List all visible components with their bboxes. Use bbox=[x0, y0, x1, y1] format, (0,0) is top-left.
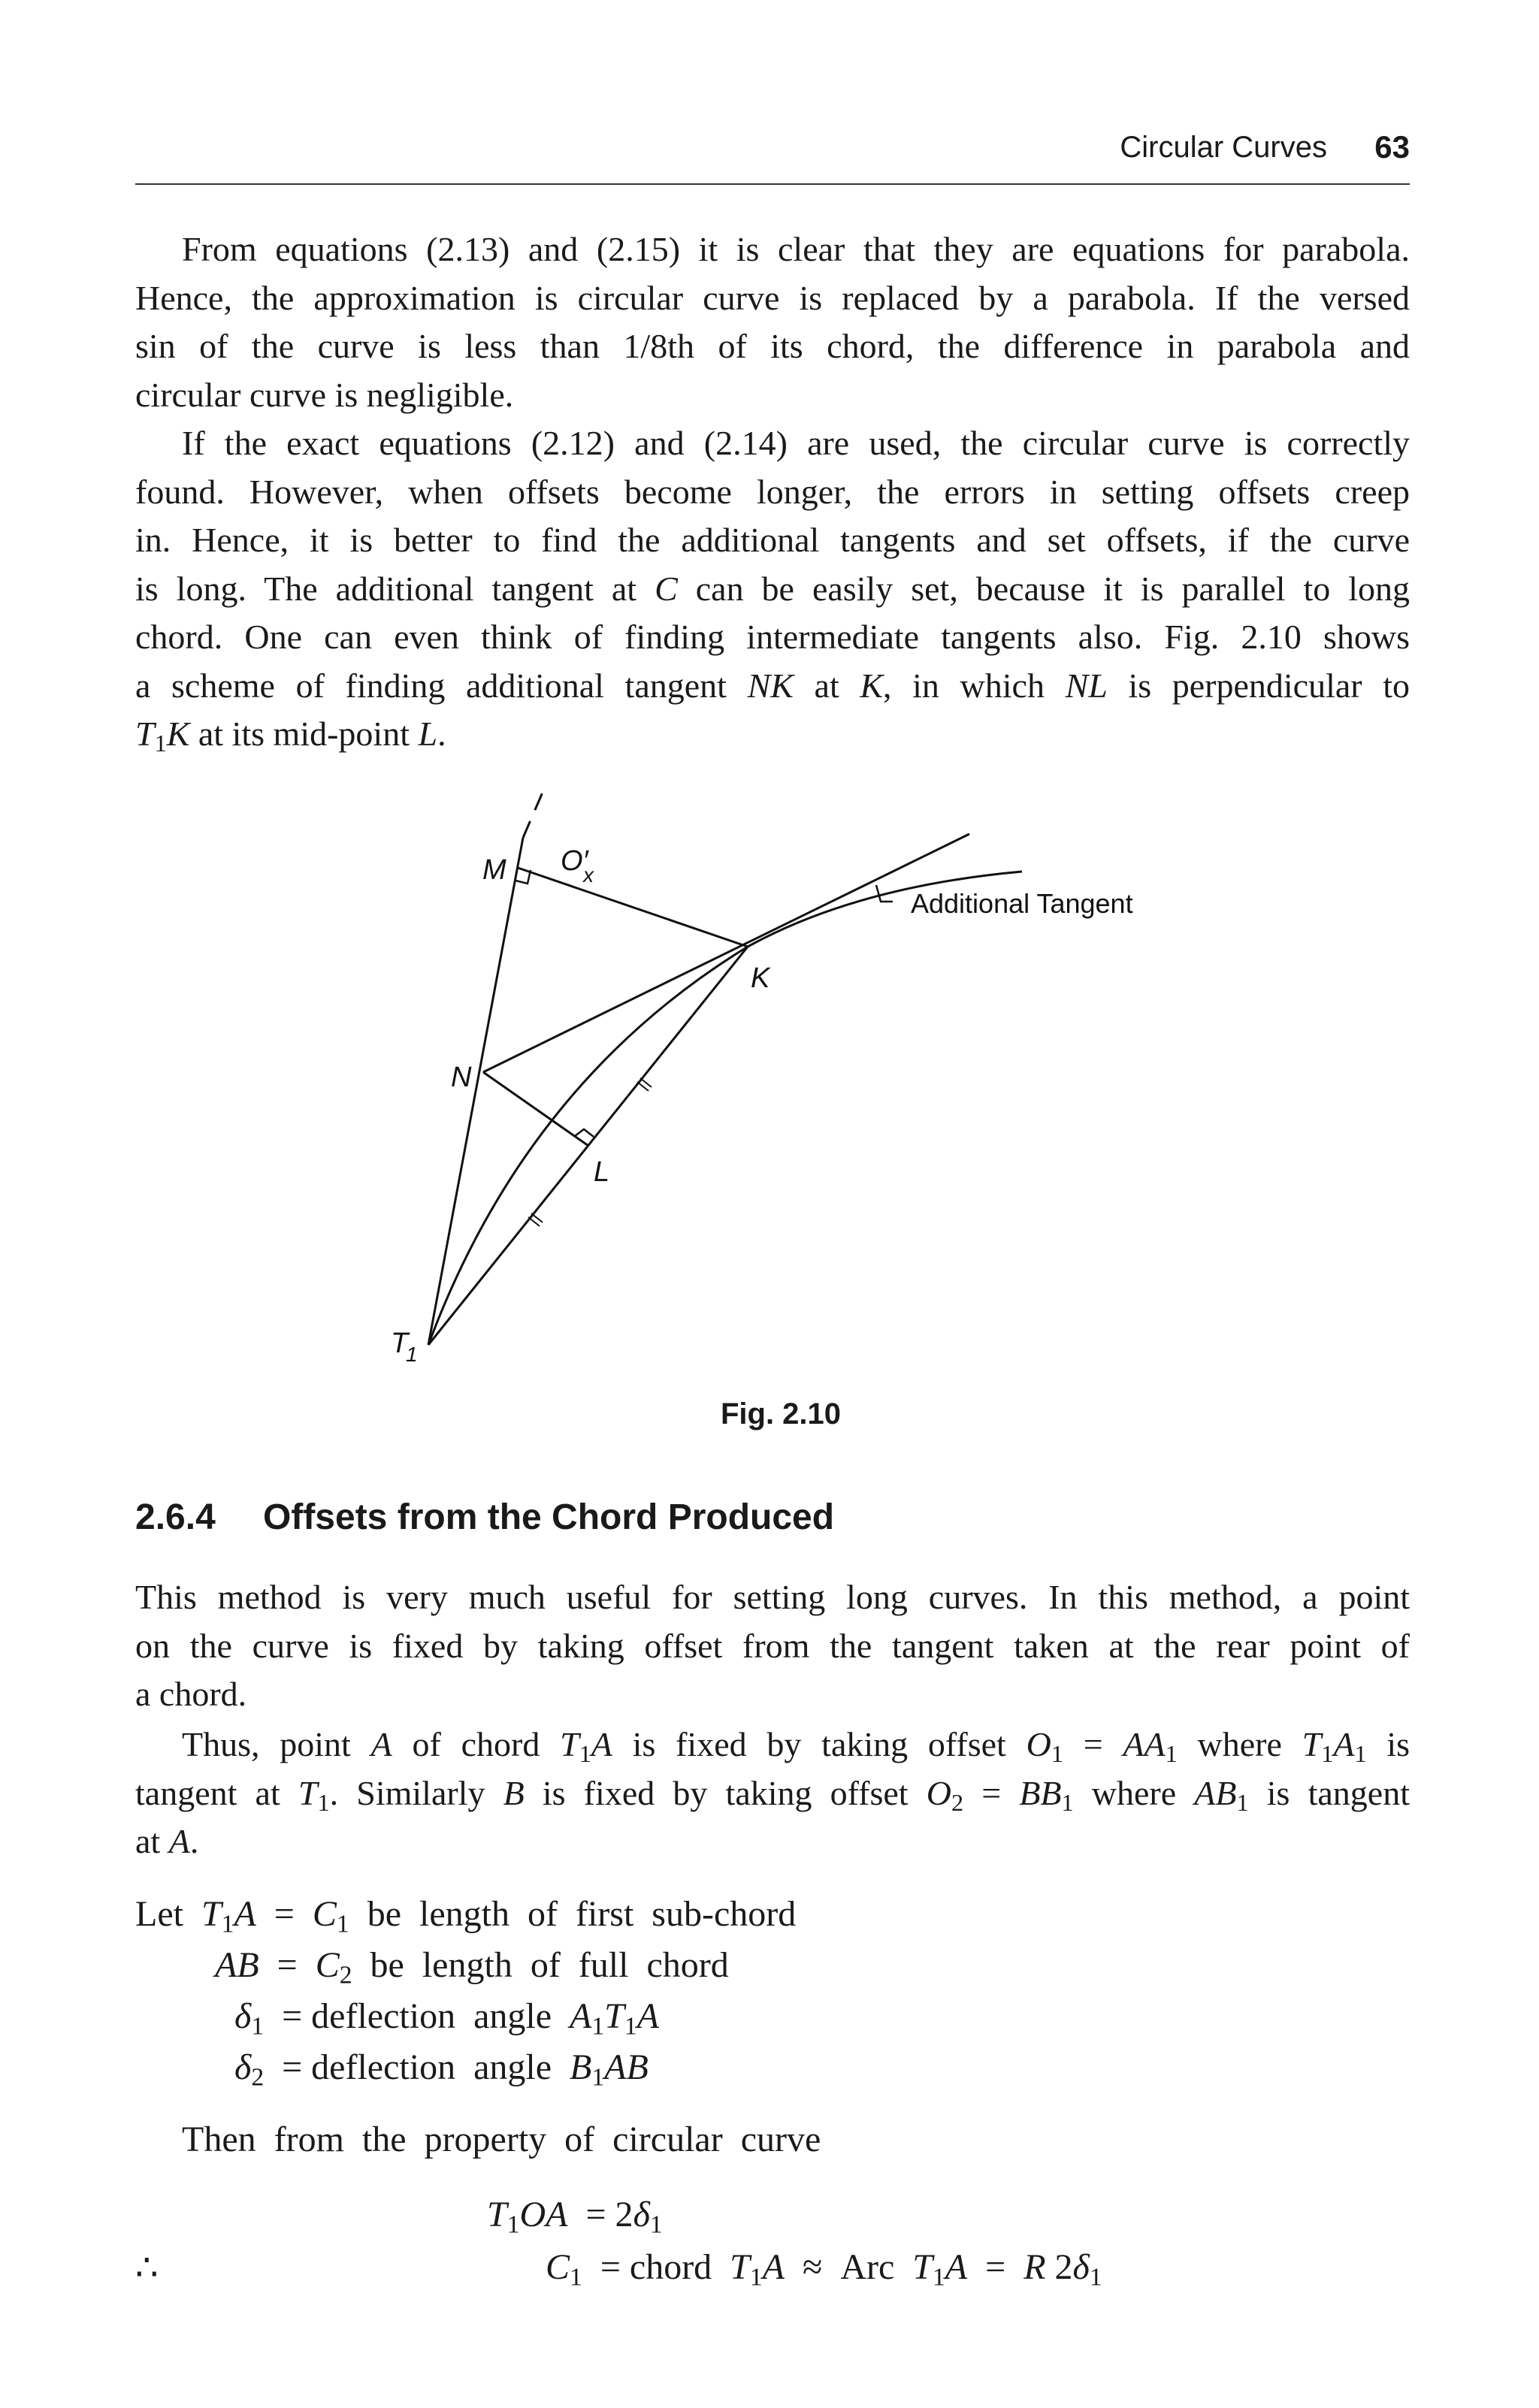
label-m: M bbox=[482, 854, 506, 886]
label-o-sub: x bbox=[583, 863, 594, 887]
page-number: 63 bbox=[1374, 129, 1410, 165]
paragraph-property: Then from the property of circular curve bbox=[182, 2119, 821, 2159]
paragraph-offsets: Thus, point A of chord $T_1A$ is fixed by taking offset $O_1 = AA_1$ where $T_1A_1$ is tangent at $T_1$. Similarly B is fixed by taking offset $O_2 = BB_1$ where $AB_1$ is tangent at A. bbox=[135, 1725, 1410, 1860]
perpendicular-nl bbox=[483, 1072, 588, 1146]
definition-c1: Let $T_1A = C_1$ be length of first sub-chord bbox=[135, 1894, 797, 1938]
running-title: Circular Curves bbox=[1120, 131, 1327, 164]
therefore-symbol: ∴ bbox=[135, 2248, 159, 2288]
label-t: T bbox=[391, 1328, 409, 1359]
label-o: O′ bbox=[561, 845, 588, 877]
additional-tangent-line bbox=[483, 834, 969, 1072]
tangent-extension-dashed bbox=[523, 789, 544, 838]
equation-c1: $C_1$ = chord $T_1A$ ≈ Arc $T_1A = R$ $2\delta_1$ bbox=[546, 2247, 1102, 2292]
running-header bbox=[135, 129, 1410, 185]
section-number: 2.6.4 bbox=[135, 1497, 216, 1537]
section-title: Offsets from the Chord Produced bbox=[263, 1497, 835, 1537]
label-additional-tangent: Additional Tangent bbox=[911, 888, 1133, 919]
circular-curve bbox=[428, 872, 1022, 1345]
label-t-sub: 1 bbox=[406, 1343, 418, 1366]
figure-additional-tangent bbox=[331, 796, 1133, 1382]
label-l: L bbox=[594, 1156, 610, 1188]
paragraph-exact-equations: If the exact equations (2.12) and (2.14) are used, the circular curve is correctly found. However, when offsets become longer, the errors in setting offsets creep in. Hence, it is better to find the additional tangents and set offsets, if the curve is long. The additional tangent at C can be easily set, because it is parallel to long chord. One can even think of finding intermediate tangents also. Fig. 2.10 shows a scheme of finding additional tangent NK at K, in which NL is perpendicular to $T_1K$ at its mid-point L. bbox=[135, 424, 1410, 757]
equation-t1oa: $T_1OA = 2\delta_1$ bbox=[487, 2195, 663, 2239]
definition-c2: AB = $C_2$ be length of full chord bbox=[215, 1945, 729, 1990]
figure-caption: Fig. 2.10 bbox=[720, 1397, 842, 1431]
label-n: N bbox=[451, 1062, 472, 1093]
definition-delta2: $\delta_2$ = deflection angle $B_1AB$ bbox=[234, 2047, 649, 2092]
offset-mk bbox=[518, 868, 748, 947]
section-heading bbox=[135, 1497, 834, 1538]
label-k: K bbox=[751, 962, 770, 994]
definition-delta1: $\delta_1$ = deflection angle $A_1T_1A$ bbox=[234, 1996, 659, 2041]
right-angle-l bbox=[575, 1129, 594, 1137]
paragraph-method-intro: This method is very much useful for setting long curves. In this method, a point on the curve is fixed by taking offset from the tangent taken at the rear point of a chord. bbox=[135, 1578, 1410, 1713]
paragraph-parabola: From equations (2.13) and (2.15) it is clear that they are equations for parabola. Hence, the approximation is circular curve is replaced by a parabola. If the versed sin of the curve is less than 1/8th of its chord, the difference in parabola and circular curve is negligible. bbox=[135, 230, 1410, 414]
